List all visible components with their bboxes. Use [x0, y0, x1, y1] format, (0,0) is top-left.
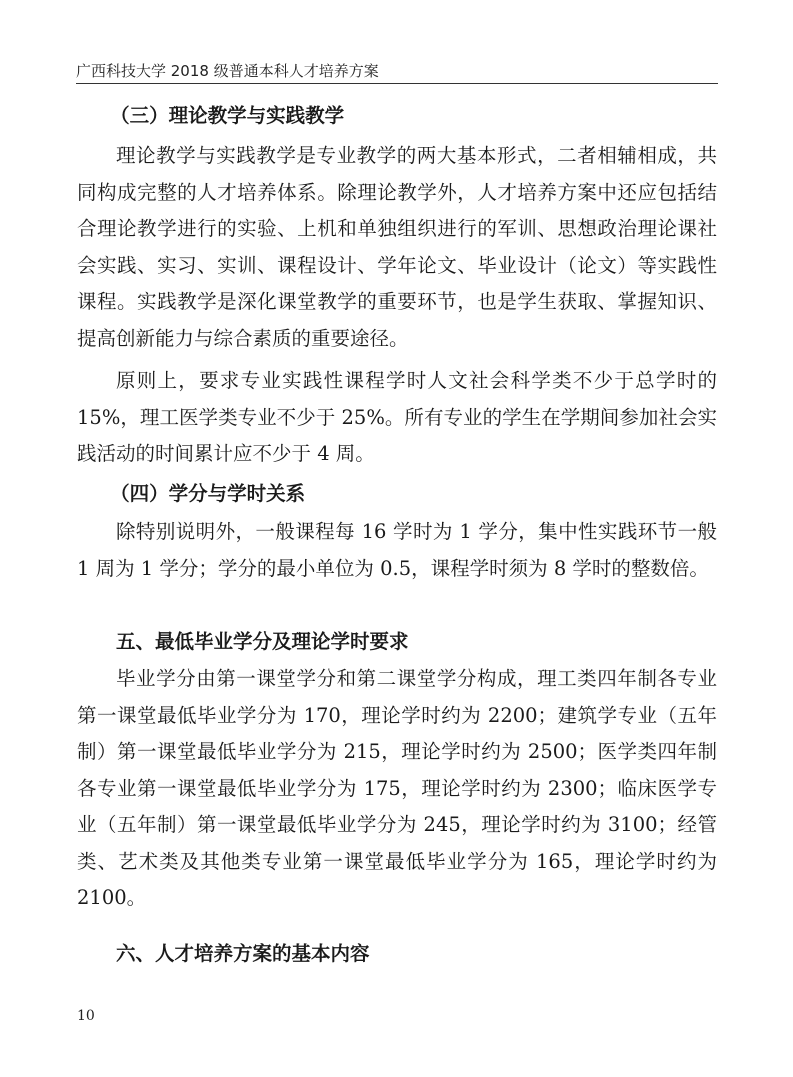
section-heading-min-credits: 五、最低毕业学分及理论学时要求 [116, 630, 409, 653]
paragraph-theory-practice: 理论教学与实践教学是专业教学的两大基本形式，二者相辅相成，共同构成完整的人才培养体系。除理论教学外，人才培养方案中还应包括结合理论教学进行的实验、上机和单独组织进行的军训、思想政治理论课社会实践、实习、实训、课程设计、学年论文、毕业设计（论文）等实践性课程。实践教学是深化课堂教学的重要环节，也是学生获取、掌握知识、提高创新能力与综合素质的重要途径。 [77, 144, 717, 350]
paragraph-practice-ratio: 原则上，要求专业实践性课程学时人文社会科学类不少于总学时的 15%，理工医学类专业不少于 25%。所有专业的学生在学期间参加社会实践活动的时间累计应不少于 4 周。 [77, 369, 717, 465]
page-number: 10 [77, 1008, 95, 1024]
header-rule [76, 83, 718, 84]
section-heading-plan-content: 六、人才培养方案的基本内容 [116, 942, 370, 965]
paragraph-credit-hours: 除特别说明外，一般课程每 16 学时为 1 学分，集中性实践环节一般 1 周为 1 学分；学分的最小单位为 0.5，课程学时须为 8 学时的整数倍。 [77, 520, 717, 580]
paragraph-min-credits: 毕业学分由第一课堂学分和第二课堂学分构成，理工类四年制各专业第一课堂最低毕业学分为 170，理论学时约为 2200；建筑学专业（五年制）第一课堂最低毕业学分为 215，理论学时约为 2500；医学类四年制各专业第一课堂最低毕业学分为 175，理论学时约为 2300；临床医学专业（五年制）第一课堂最低毕业学分为 245，理论学时约为 3100；经管类、艺术类及其他类专业第一课堂最低毕业学分为 165，理论学时约为 2100。 [77, 667, 717, 909]
section-heading-theory-practice: （三）理论教学与实践教学 [110, 104, 345, 127]
running-header: 广西科技大学 2018 级普通本科人才培养方案 [76, 62, 379, 80]
section-heading-credit-hours: （四）学分与学时关系 [110, 482, 306, 505]
